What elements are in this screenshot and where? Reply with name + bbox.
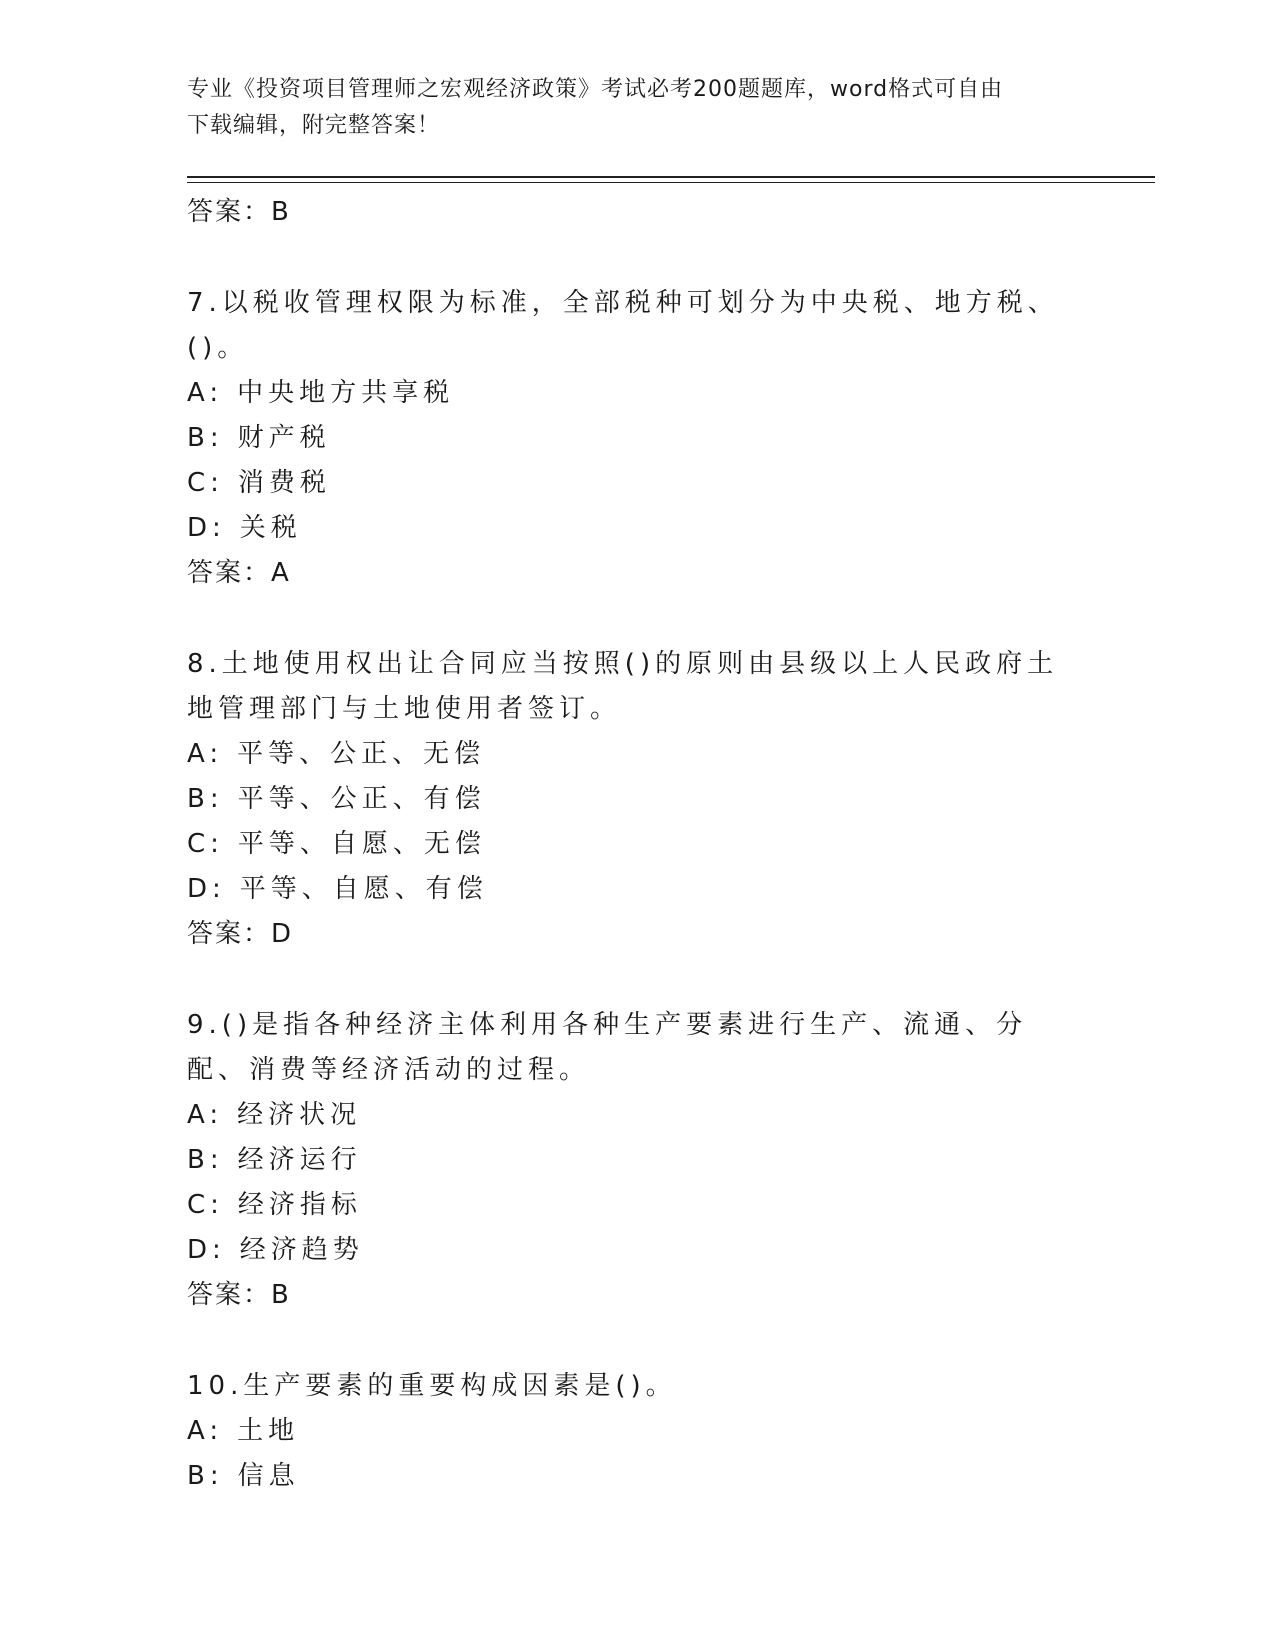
option-text: 平等、自愿、有偿 [239,874,488,904]
question-text: 10.生产要素的重要构成因素是()。 [187,1371,677,1401]
option-text: 平等、公正、无偿 [237,739,486,769]
option-letter: C: [187,1190,224,1220]
option-text: 经济运行 [237,1145,362,1175]
option-item [187,732,1087,777]
answer-label: 答案：A [187,558,291,588]
option-letter: C: [187,829,224,859]
header-line-1: 专业《投资项目管理师之宏观经济政策》考试必考200题题库，word格式可自由 [187,77,1004,102]
option-letter: B: [187,784,224,814]
document-header [187,72,1067,144]
answer-label: 答案：D [187,919,294,949]
option-item [187,461,1087,506]
option-letter: D: [187,874,226,904]
question-spacer [187,1317,1087,1364]
option-text: 消费税 [237,468,331,498]
option-item [187,506,1087,551]
answer-label: 答案：B [187,1280,291,1310]
option-item [187,1409,1087,1454]
question-block [187,281,1087,595]
option-text: 平等、公正、有偿 [237,784,486,814]
option-text: 中央地方共享税 [237,378,455,408]
question-text: 7.以税收管理权限为标准，全部税种可划分为中央税、地方税、()。 [187,288,1059,363]
option-item [187,1093,1087,1138]
option-item [187,416,1087,461]
option-text: 信息 [237,1461,300,1491]
option-item [187,371,1087,416]
question-spacer [187,234,1087,281]
option-letter: B: [187,1461,224,1491]
question-block [187,642,1087,956]
option-item [187,1183,1087,1228]
option-text: 关税 [239,513,302,543]
option-item [187,822,1087,867]
question-block [187,1364,1087,1499]
option-text: 经济趋势 [239,1235,364,1265]
option-item [187,1454,1087,1499]
header-divider-thin [187,182,1155,183]
option-letter: D: [187,1235,226,1265]
answer-label: 答案：B [187,197,291,227]
option-text: 土地 [237,1416,300,1446]
question-spacer [187,595,1087,642]
option-letter: D: [187,513,226,543]
option-letter: A: [187,1416,224,1446]
option-item [187,867,1087,912]
option-item [187,1138,1087,1183]
question-text: 8.土地使用权出让合同应当按照()的原则由县级以上人民政府土地管理部门与土地使用者签订。 [187,649,1059,724]
questions-container [187,234,1087,1499]
option-item [187,777,1087,822]
header-divider [187,176,1155,178]
option-letter: A: [187,739,224,769]
question-list [187,190,1087,1499]
question-spacer [187,956,1087,1003]
option-text: 财产税 [237,423,331,453]
option-letter: B: [187,423,224,453]
option-text: 平等、自愿、无偿 [237,829,486,859]
option-text: 经济指标 [237,1190,362,1220]
option-letter: A: [187,1100,224,1130]
option-letter: C: [187,468,224,498]
option-letter: A: [187,378,224,408]
option-letter: B: [187,1145,224,1175]
option-item [187,1228,1087,1273]
question-block [187,1003,1087,1317]
header-line-2: 下载编辑，附完整答案！ [187,113,441,138]
question-text: 9.()是指各种经济主体利用各种生产要素进行生产、流通、分配、消费等经济活动的过程。 [187,1010,1028,1085]
option-text: 经济状况 [237,1100,362,1130]
